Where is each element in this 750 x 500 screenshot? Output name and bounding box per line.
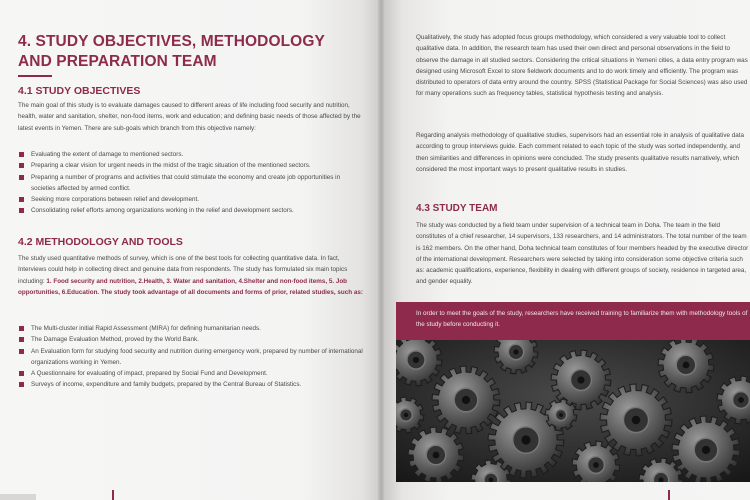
page-title-line-1: 4. STUDY OBJECTIVES, METHODOLOGY bbox=[18, 33, 325, 50]
section-42-heading: 4.2 METHODOLOGY AND TOOLS bbox=[18, 236, 183, 248]
section-41-paragraph: The main goal of this study is to evaluate damages caused to different areas of life including food security and nutrition, health, water and sanitation, shelter, non-food items, work and education; and defining basic needs of those affected by the latest events in Yemen. There are sub-goals which branch from this objective namely: bbox=[18, 102, 361, 132]
section-41-heading: 4.1 STUDY OBJECTIVES bbox=[18, 85, 141, 97]
gear-axle-hole bbox=[413, 357, 419, 363]
gears-photo bbox=[396, 340, 750, 482]
gear-axle-hole bbox=[702, 446, 710, 454]
section-42-paragraph-text: The study used quantitative methods of survey, which is one of the best tools for collecting quantitative data. In fact, Interviews could help in collecting direct and genuine data from respondents. The study has formulated six main topics including: bbox=[18, 255, 348, 285]
list-item: The Multi-cluster initial Rapid Assessment (MIRA) for defining humanitarian needs. bbox=[18, 323, 363, 334]
section-42-topics-highlight: 1. Food security and nutrition, 2.Health, 3. Water and sanitation, 4.Shelter and non-food items, 5. Job opportunities, 6.Education. The study took advantage of all documents and forms of prior, related studies, such as: bbox=[18, 277, 363, 296]
gear-axle-hole bbox=[433, 452, 440, 459]
page-title bbox=[18, 32, 338, 72]
objectives-list bbox=[18, 149, 363, 217]
list-item: Surveys of income, expenditure and family budgets, prepared by the Central Bureau of Statistics. bbox=[18, 379, 363, 390]
footer-mark bbox=[668, 490, 670, 500]
training-highlight-band bbox=[396, 302, 750, 340]
section-43-paragraph: The study was conducted by a field team under supervision of a technical team in Doha. The team in the field constitutes of a chief researcher, 14 supervisors, 133 researchers, and 14 administrators. The total number of the team is 162 members. On the other hand, Doha technical team constitutes of four members headed by the executive director of the international development. Researchers were selected by taking into consideration some objective criteria such as: academic qualifications, experience, flexibility in dealing with different groups of society, residence in targeted area, and gender equality. bbox=[416, 222, 749, 286]
list-item: An Evaluation form for studying food security and nutrition during emergency work, prepared by number of international organizations working in Yemen. bbox=[18, 346, 363, 369]
list-item: Evaluating the extent of damage to mentioned sectors. bbox=[18, 149, 363, 160]
title-underline bbox=[18, 75, 52, 77]
analysis-paragraph: Regarding analysis methodology of qualitative studies, supervisors had an essential role in analysis of qualitative data according to group interviews guide. Each comment related to each topic of the study was sorted independently, and then similarities and differences in opinions were concluded. The study presents qualitative results narratively, which considered the most important ways to present qualitative results in studies. bbox=[416, 132, 744, 173]
gears-illustration bbox=[396, 340, 750, 482]
gear-axle-hole bbox=[577, 376, 584, 383]
list-item: A Questionnaire for evaluating of impact, prepared by Social Fund and Development. bbox=[18, 368, 363, 379]
gear-axle-hole bbox=[593, 462, 599, 468]
gear-axle-hole bbox=[559, 413, 563, 417]
page-corner-shade bbox=[0, 494, 36, 500]
list-item: Preparing a clear vision for urgent needs in the midst of the tragic situation of the mentioned sectors. bbox=[18, 160, 363, 171]
qualitative-paragraph: Qualitatively, the study has adopted focus groups methodology, which considered a very valuable tool to collect qualitative data. In addition, the research team has used their own direct and personal observations in the field to observe the damage in all studied sectors. Considering the critical situations in Yemeni cities, a data entry program was designed using Microsoft Excel to store fieldwork documents and to do work timely and efficiently. The program was distributed to operators of data entry around the country. SPSS (Statistical Package for Social Sciences) was also used for many operations such as frequency tables, statistical hypothesis testing and analysis. bbox=[416, 34, 748, 98]
gear-axle-hole bbox=[513, 349, 518, 354]
gear-axle-hole bbox=[683, 362, 690, 369]
list-item: Seeking more corporations between relief and development. bbox=[18, 194, 363, 205]
list-item: The Damage Evaluation Method, proved by the World Bank. bbox=[18, 334, 363, 345]
gear-axle-hole bbox=[632, 416, 641, 425]
training-highlight-text: In order to meet the goals of the study, researchers have received training to familiarize them with methodology tools of the study before conducting it. bbox=[416, 310, 748, 328]
section-43-heading: 4.3 STUDY TEAM bbox=[416, 203, 498, 214]
gear-axle-hole bbox=[521, 435, 530, 444]
gear-axle-hole bbox=[462, 396, 470, 404]
footer-mark bbox=[112, 490, 114, 500]
section-42-paragraph bbox=[18, 253, 363, 298]
gear-axle-hole bbox=[404, 413, 408, 417]
list-item: Consolidating relief efforts among organizations working in the relief and development sectors. bbox=[18, 205, 363, 216]
tools-list bbox=[18, 323, 363, 391]
list-item: Preparing a number of programs and activities that could stimulate the economy and create job opportunities in societies affected by armed conflict. bbox=[18, 172, 363, 195]
page-title-line-2: AND PREPARATION TEAM bbox=[18, 53, 217, 70]
gear-axle-hole bbox=[738, 397, 744, 403]
